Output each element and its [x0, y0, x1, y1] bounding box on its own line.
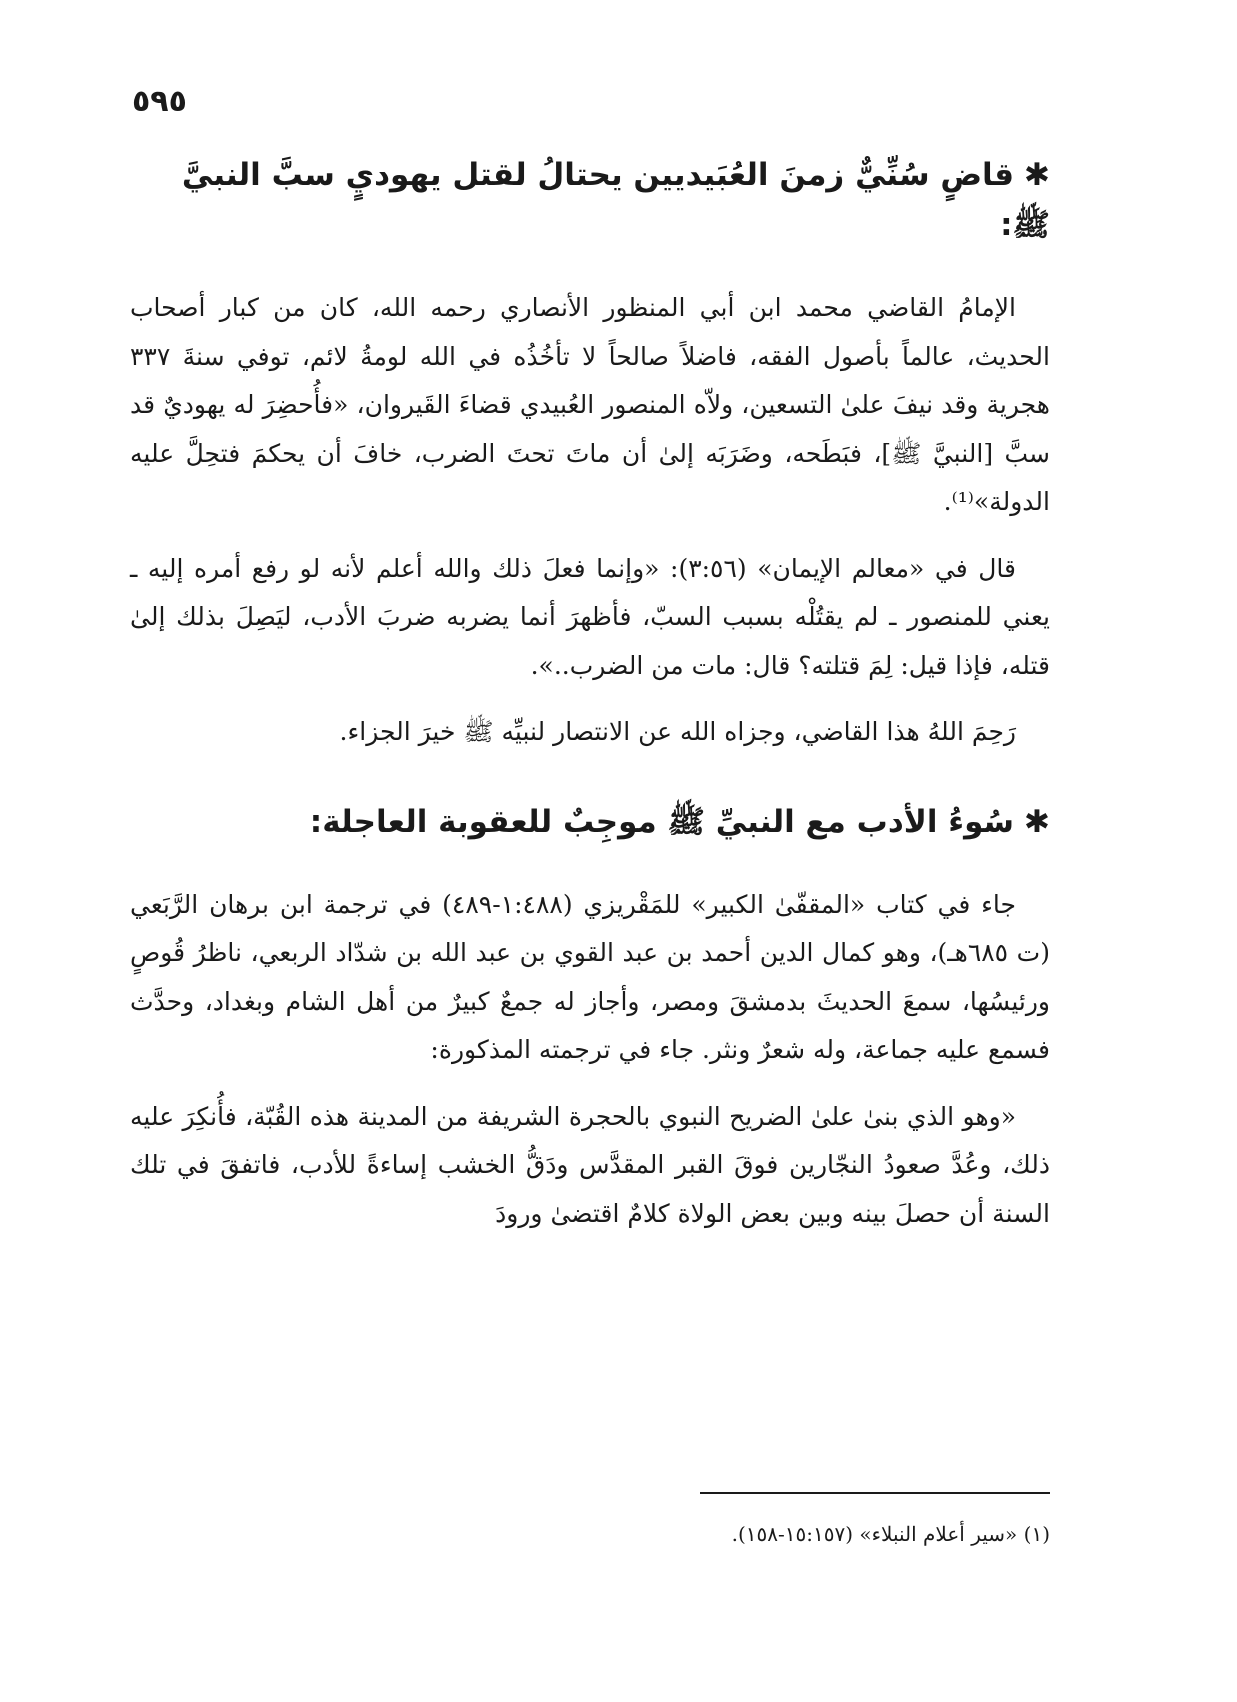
star-icon: ✱: [1024, 803, 1050, 840]
section-heading-text: قاضٍ سُنِّيٌّ زمنَ العُبَيديين يحتالُ لقتل يهوديٍ سبَّ النبيَّ ﷺ:: [181, 157, 1050, 243]
section-adab: [130, 797, 1050, 1239]
footnote: (١) «سير أعلام النبلاء» (١٥:١٥٧-١٥٨).: [731, 1522, 1050, 1546]
paragraph: قال في «معالم الإيمان» (٣:٥٦): «وإنما فعلَ ذلك والله أعلم لأنه لو رفع أمره إليه ـ يعني للمنصور ـ لم يقتُلْه بسبب السبّ، فأظهرَ أنما يضربه ضربَ الأدب، ليَصِلَ بذلك إلىٰ قتله، فإذا قيل: لِمَ قتلته؟ قال: مات من الضرب..».: [130, 553, 1050, 680]
paragraph: الإمامُ القاضي محمد ابن أبي المنظور الأنصاري رحمه الله، كان من كبار أصحاب الحديث، عالماً بأصول الفقه، فاضلاً صالحاً لا تأخُذُه في الله لومةُ لائم، توفي سنةَ ٣٣٧ هجرية وقد نيفَ علىٰ التسعين، ولاّه المنصور العُبيدي قضاءَ القَيروان، «فأُحضِرَ له يهوديٌ قد سبَّ [النبيَّ ﷺ]، فبَطَحه، وضَرَبَه إلىٰ أن ماتَ تحتَ الضرب، خافَ أن يحكمَ فتحِلَّ عليه الدولة»⁽¹⁾.: [130, 293, 1050, 516]
main-content: [130, 150, 1050, 1256]
section-heading: [130, 150, 1050, 250]
section-heading-text: سُوءُ الأدب مع النبيِّ ﷺ موجِبٌ للعقوبة العاجلة:: [309, 803, 1015, 840]
paragraph: «وهو الذي بنىٰ علىٰ الضريح النبوي بالحجرة الشريفة من المدينة هذه القُبّة، فأُنكِرَ عليه ذلك، وعُدَّ صعودُ النجّارين فوقَ القبر المقدَّس ودَقُّ الخشب إساءةً للأدب، فاتفقَ في تلك السنة أن حصلَ بينه وبين بعض الولاة كلامٌ اقتضىٰ ورودَ: [130, 1101, 1050, 1228]
page-number: ٥٩٥: [132, 84, 187, 119]
section-heading: [130, 797, 1050, 847]
paragraph: جاء في كتاب «المقفّىٰ الكبير» للمَقْريزي (١:٤٨٨-٤٨٩) في ترجمة ابن برهان الرَّبَعي (ت ٦٨٥هـ)، وهو كمال الدين أحمد بن عبد القوي بن عبد الله بن شدّاد الربعي، ناظرُ قُوصٍ ورئيسُها، سمعَ الحديثَ بدمشقَ ومصر، وأجاز له جمعٌ كبيرٌ من أهل الشام وبغداد، وحدَّث فسمع عليه جماعة، وله شعرٌ ونثر. جاء في ترجمته المذكورة:: [130, 889, 1050, 1064]
footnote-divider: [700, 1492, 1050, 1494]
paragraph: رَحِمَ اللهُ هذا القاضي، وجزاه الله عن الانتصار لنبيِّه ﷺ خيرَ الجزاء.: [339, 717, 1016, 746]
star-icon: ✱: [1024, 157, 1050, 193]
section-qadi: [130, 150, 1050, 757]
